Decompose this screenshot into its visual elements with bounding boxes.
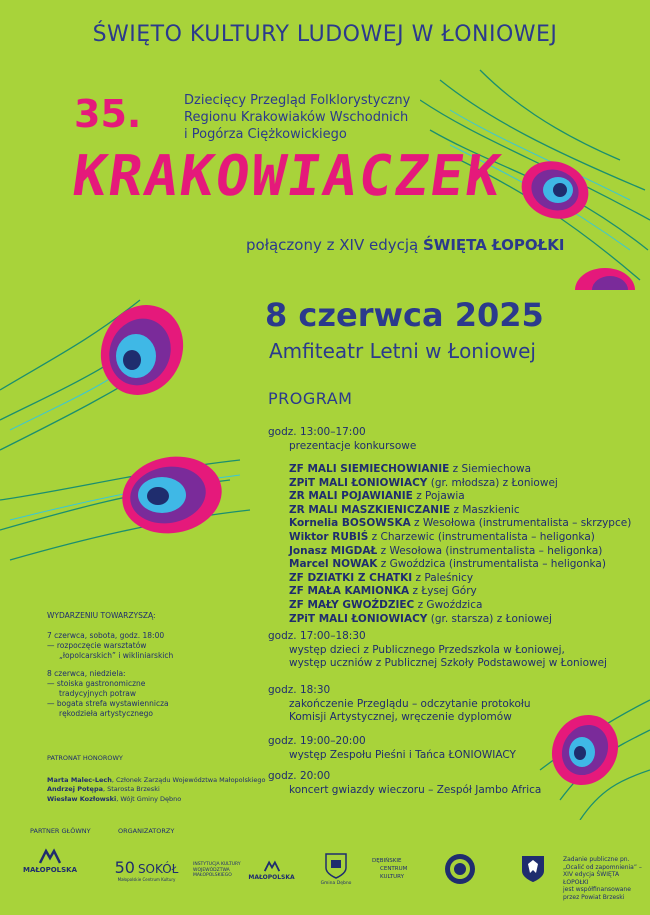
combined-prefix: połączony z XIV edycją [246,236,423,254]
block-time: godz. 19:00–20:00 [268,735,366,747]
patron-name: Marta Malec-Lech [47,775,112,784]
program-block-3 [268,684,531,725]
performer-origin: z Łysej Góry [409,585,477,598]
performer-name: ZPiT MALI ŁONIOWIACY [289,612,428,625]
funding-note [563,856,645,901]
block-desc: występ Zespołu Pieśni i Tańca ŁONIOWIACY [289,748,516,761]
event-venue: Amfiteatr Letni w Łoniowej [269,339,536,363]
coat-of-arms-icon [325,853,347,879]
review-line: Dziecięcy Przegląd Folklorystyczny [184,93,411,108]
inst-line: WOJEWÓDZTWA [193,867,230,873]
program-heading: PROGRAM [268,389,353,408]
block-time: godz. 13:00–17:00 [268,426,366,438]
block-desc: Komisji Artystycznej, wręczenie dyplomów [289,711,512,724]
main-title: KRAKOWIACZEK [68,144,507,209]
performer-item [289,613,631,627]
performer-name: ZF MAŁA KAMIONKA [289,585,410,598]
performer-name: Kornelia BOSOWSKA [289,517,411,530]
funding-note-line: XIV edycja ŚWIĘTA ŁOPOŁKI [563,871,620,886]
side-event-line: rękodzieła artystycznego [59,709,153,718]
malopolska-icon [39,848,61,864]
event-date: 8 czerwca 2025 [265,296,544,334]
combined-edition [246,236,565,254]
edition-number: 35. [74,92,142,136]
block-desc: koncert gwiazdy wieczoru – Zespół Jambo Africa [289,783,542,796]
centrum-line: DĘBIŃSKIE [372,858,402,864]
centrum-line: KULTURY [380,874,405,880]
performer-name: ZPiT MALI ŁONIOWIACY [289,476,428,489]
malopolska-icon [264,860,280,872]
sokol-number: 50 [114,858,135,877]
side-event-line: 8 czerwca, niedziela: [47,669,126,678]
performer-item [289,477,631,491]
program-block-4 [268,735,516,762]
patronage-heading: PATRONAT HONOROWY [47,754,123,762]
performer-item [289,558,631,572]
block-desc: zakończenie Przeglądu – odczytanie protokołu [289,697,531,710]
performer-origin: z Charzewic (instrumentalista – heligonka) [368,530,595,543]
block-time: godz. 17:00–18:30 [268,630,366,642]
performer-origin: (gr. młodsza) z Łoniowej [427,476,558,489]
funding-note-line: „Ocalić od zapomnienia” – [563,863,642,871]
malopolska-logo-2 [244,860,299,881]
performer-name: Jonasz MIGDAŁ [289,544,378,557]
review-line: i Pogórza Ciężkowickiego [184,127,347,142]
performer-origin: (gr. starsza) z Łoniowej [427,612,552,625]
performer-name: ZR MALI POJAWIANIE [289,490,413,503]
program-block-5 [268,770,541,797]
block-time: godz. 18:30 [268,684,331,696]
side-events [47,611,247,719]
performers-list [289,463,631,626]
round-emblem-icon [443,852,477,886]
side-event-line: 7 czerwca, sobota, godz. 18:00 [47,631,165,640]
round-emblem-logo [440,852,480,888]
funding-note-line: Zadanie publiczne pn. [563,856,630,863]
program-block-1 [268,426,416,453]
performer-origin: z Wesołowa (instrumentalista – heligonka) [377,544,603,557]
centrum-kultury-logo [372,857,432,881]
sokol-subtitle: Małopolskie Centrum Kultury [117,877,176,882]
gmina-text: Gmina Dębno [320,881,352,886]
honorary-patronage [47,754,277,804]
gmina-debno-logo [316,853,356,886]
performer-name: Wiktor RUBIŚ [289,530,369,543]
review-line: Regionu Krakowiaków Wschodnich [184,110,409,125]
performer-item [289,545,631,559]
block-desc: występ dzieci z Publicznego Przedszkola w Łoniowej, [289,643,565,656]
performer-item [289,599,631,613]
review-subtitle [184,92,410,143]
side-event-line: — rozpoczęcie warsztatów [47,641,147,650]
patron-item [47,776,277,786]
partner-label: PARTNER GŁÓWNY [30,827,91,835]
performer-name: ZF MALI SIEMIECHOWIANIE [289,463,450,475]
patron-item [47,785,277,795]
powiat-brzeski-logo [518,855,548,885]
performer-origin: z Maszkienic [450,503,520,516]
malopolska-logo [20,848,80,874]
peacock-feather-left [0,280,270,570]
funding-note-line: przez Powiat Brzeski [563,893,625,901]
performer-origin: z Paleśnicy [412,571,474,584]
side-events-heading: WYDARZENIU TOWARZYSZĄ: [47,611,156,620]
side-event-line: — bogata strefa wystawiennicza [47,699,169,708]
performer-origin: z Pojawia [412,490,465,503]
performer-item [289,517,631,531]
patron-name: Andrzej Potępa [47,785,103,793]
eagle-shield-icon [521,855,545,883]
patron-list [47,776,277,805]
malopolska-text: MAŁOPOLSKA [22,866,77,874]
block-time: godz. 20:00 [268,770,331,782]
malopolska-text: MAŁOPOLSKA [248,874,295,881]
patron-role: , Starosta Brzeski [102,785,160,793]
performer-name: ZF MAŁY GWOŹDZIEC [289,598,415,611]
performer-origin: z Gwoździca (instrumentalista – heligonka) [377,558,606,571]
patron-item [47,795,277,805]
side-event-line: tradycyjnych potraw [59,689,137,698]
sokol-logo [104,860,189,882]
inst-line: MAŁOPOLSKIEGO [193,873,232,878]
centrum-line: CENTRUM [380,866,408,872]
performer-item [289,490,631,504]
block-desc: prezentacje konkursowe [289,439,417,452]
block-desc: występ uczniów z Publicznej Szkoły Podstawowej w Łoniowej [289,657,607,670]
patron-role: , Wójt Gminy Dębno [116,794,182,803]
side-event-line: — stoiska gastronomiczne [47,679,146,688]
patron-role: , Członek Zarządu Województwa Małopolskiego [111,775,266,784]
performer-item [289,463,631,477]
performer-item [289,531,631,545]
side-events-lines [47,631,247,719]
performer-name: ZF DZIATKI Z CHATKI [289,571,413,584]
inst-line: INSTYTUCJA KULTURY [193,862,241,867]
performer-item [289,572,631,586]
side-event-line: „łopolcarskich” i wikliniarskich [59,651,174,660]
combined-bold: ŚWIĘTA ŁOPOŁKI [422,236,565,254]
performer-origin: z Gwoździca [414,598,483,611]
performer-name: Marcel NOWAK [289,558,378,571]
side-event-line [47,661,247,669]
performer-item [289,585,631,599]
performer-name: ZR MALI MASZKIENICZANIE [289,503,451,516]
performer-origin: z Siemiechowa [449,463,532,475]
sokol-text: SOKÓŁ [137,862,179,876]
funding-note-line: jest współfinansowane [563,886,631,893]
event-title: ŚWIĘTO KULTURY LUDOWEJ W ŁONIOWEJ [92,22,558,47]
performer-origin: z Wesołowa (instrumentalista – skrzypce) [410,517,632,530]
performer-item [289,504,631,518]
program-block-2 [268,630,607,671]
patron-name: Wiesław Kozłowski [47,794,117,803]
organizers-label: ORGANIZATORZY [118,827,175,835]
